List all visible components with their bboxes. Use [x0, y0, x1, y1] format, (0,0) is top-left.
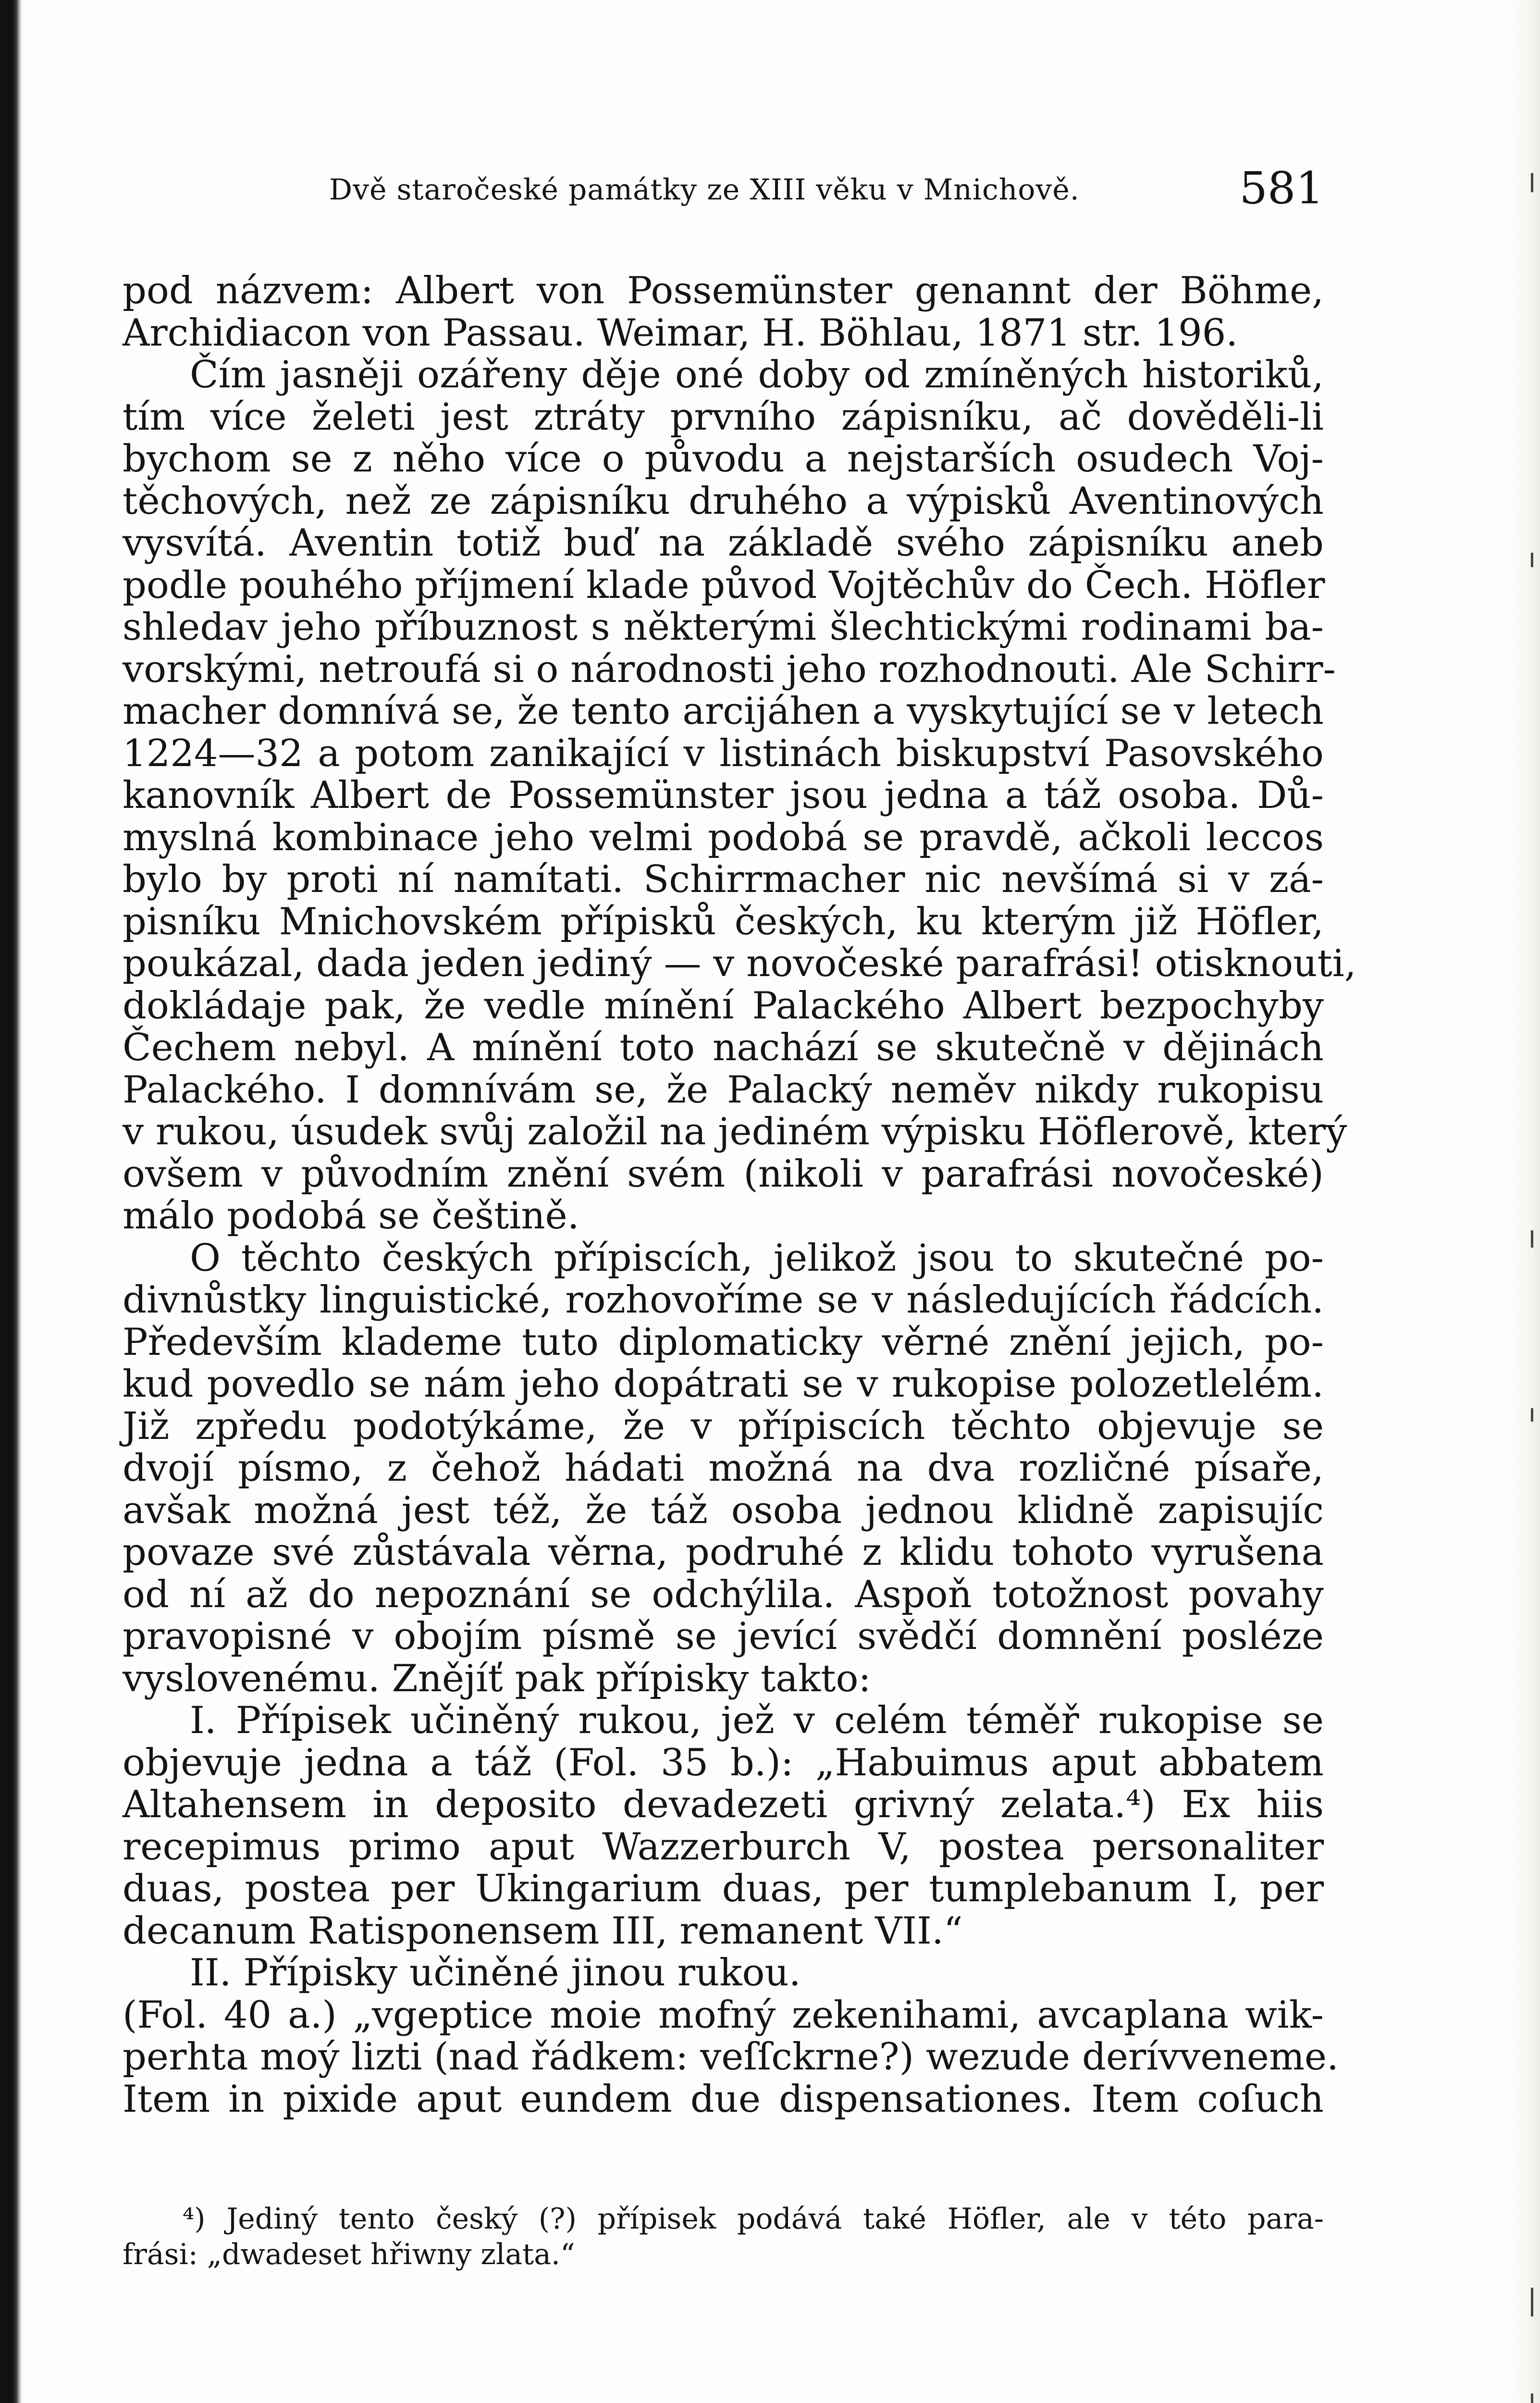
text-line: dokládaje pak, že vedle mínění Palackého Albert bezpochyby: [123, 984, 1324, 1028]
page-number: 581: [1239, 162, 1324, 214]
running-head: [123, 159, 1324, 216]
text-line: II. Přípisky učiněné jinou rukou.: [190, 1951, 801, 1994]
text-line: těchových, než ze zápisníku druhého a výpisků Aventinových: [123, 479, 1324, 523]
text-line: málo podobá se češtině.: [123, 1194, 579, 1238]
text-line: poukázal, dada jeden jediný — v novočeské parafrási! otisknouti,: [123, 942, 1356, 985]
text-line: bychom se z něho více o původu a nejstarších osudech Voj-: [123, 437, 1324, 481]
text-line: tím více želeti jest ztráty prvního zápisníku, ač dověděli-li: [123, 395, 1324, 439]
text-line: myslná kombinace jeho velmi podobá se pravdě, ačkoli leccos: [123, 816, 1324, 859]
text-line: v rukou, úsudek svůj založil na jediném výpisku Höflerově, který: [123, 1110, 1347, 1153]
text-line: duas, postea per Ukingarium duas, per tumplebanum I, per: [123, 1867, 1324, 1910]
text-line: Čechem nebyl. A mínění toto nachází se skutečně v dějinách: [123, 1026, 1324, 1069]
text-line: vysvítá. Aventin totiž buď na základě svého zápisníku aneb: [123, 521, 1324, 565]
text-line: Archidiacon von Passau. Weimar, H. Böhlau, 1871 str. 196.: [123, 311, 1238, 355]
text-block: [123, 159, 1356, 2271]
footnote: [123, 2201, 1324, 2272]
text-line: bylo by proti ní namítati. Schirrmacher nic nevšímá si v zá-: [123, 858, 1324, 901]
text-line: dvojí písmo, z čehož hádati možná na dva rozličné písaře,: [123, 1447, 1324, 1490]
text-line: Především klademe tuto diplomaticky věrné znění jejich, po-: [123, 1320, 1324, 1364]
text-line: macher domnívá se, že tento arcijáhen a vyskytující se v letech: [123, 690, 1324, 733]
text-line: kanovník Albert de Possemünster jsou jedna a táž osoba. Dů-: [123, 774, 1324, 817]
text-line: I. Přípisek učiněný rukou, jež v celém téměř rukopise se: [190, 1699, 1324, 1742]
text-line: Palackého. I domnívám se, že Palacký neměv nikdy rukopisu: [123, 1068, 1324, 1112]
text-line: divnůstky linguistické, rozhovoříme se v následujících řádcích.: [123, 1278, 1324, 1322]
text-line: decanum Ratisponensem III, remanent VII.“: [123, 1909, 963, 1953]
text-line: (Fol. 40 a.) „vgeptice moie mofný zekenihami, avcaplana wik-: [123, 1993, 1324, 2037]
running-head-title: Dvě staročeské památky ze XIII věku v Mnichově.: [329, 173, 1080, 207]
footnote-line: frási: „dwadeset hřiwny zlata.“: [123, 2238, 575, 2271]
text-line: ovšem v původním znění svém (nikoli v parafrási novočeské): [123, 1152, 1324, 1196]
adjacent-page-edge: [1511, 0, 1540, 2403]
footnote-line: ⁴) Jediný tento český (?) přípisek podává také Höfler, ale v této para-: [183, 2202, 1324, 2236]
text-line: O těchto českých přípiscích, jelikož jsou to skutečné po-: [190, 1236, 1324, 1280]
text-line: avšak možná jest též, že táž osoba jednou klidně zapisujíc: [123, 1488, 1324, 1532]
text-line: pravopisné v obojím písmě se jevící svědčí domnění posléze: [123, 1615, 1324, 1658]
text-line: Altahensem in deposito devadezeti grivný zelata.⁴) Ex hiis: [123, 1783, 1324, 1826]
text-line: shledav jeho příbuznost s některými šlechtickými rodinami ba-: [123, 606, 1324, 649]
text-line: od ní až do nepoznání se odchýlila. Aspoň totožnost povahy: [123, 1573, 1324, 1616]
book-binding-edge: [0, 0, 22, 2403]
text-line: pisníku Mnichovském přípisků českých, ku kterým již Höfler,: [123, 900, 1324, 943]
text-line: Čím jasněji ozářeny děje oné doby od zmíněných historiků,: [190, 353, 1324, 396]
text-line: 1224—32 a potom zanikající v listinách biskupství Pasovského: [123, 731, 1324, 775]
text-line: perhta moý lizti (nad řádkem: veſſckrne?) wezude derívveneme.: [123, 2035, 1339, 2079]
text-line: podle pouhého příjmení klade původ Vojtěchův do Čech. Höfler: [123, 563, 1325, 607]
text-line: pod názvem: Albert von Possemünster genannt der Böhme,: [123, 269, 1324, 312]
text-line: Item in pixide aput eundem due dispensationes. Item coſuch: [123, 2077, 1324, 2121]
body-text: [123, 269, 1356, 2121]
text-line: Již zpředu podotýkáme, že v přípiscích těchto objevuje se: [123, 1404, 1324, 1448]
text-line: objevuje jedna a táž (Fol. 35 b.): „Habuimus aput abbatem: [123, 1741, 1324, 1784]
text-line: vorskými, netroufá si o národnosti jeho rozhodnouti. Ale Schirr-: [123, 647, 1336, 691]
text-line: kud povedlo se nám jeho dopátrati se v rukopise polozetlelém.: [123, 1363, 1324, 1406]
text-line: vyslovenému. Znějíť pak přípisky takto:: [123, 1657, 871, 1700]
text-line: povaze své zůstávala věrna, podruhé z klidu tohoto vyrušena: [123, 1531, 1324, 1574]
text-line: recepimus primo aput Wazzerburch V, postea personaliter: [123, 1825, 1324, 1869]
